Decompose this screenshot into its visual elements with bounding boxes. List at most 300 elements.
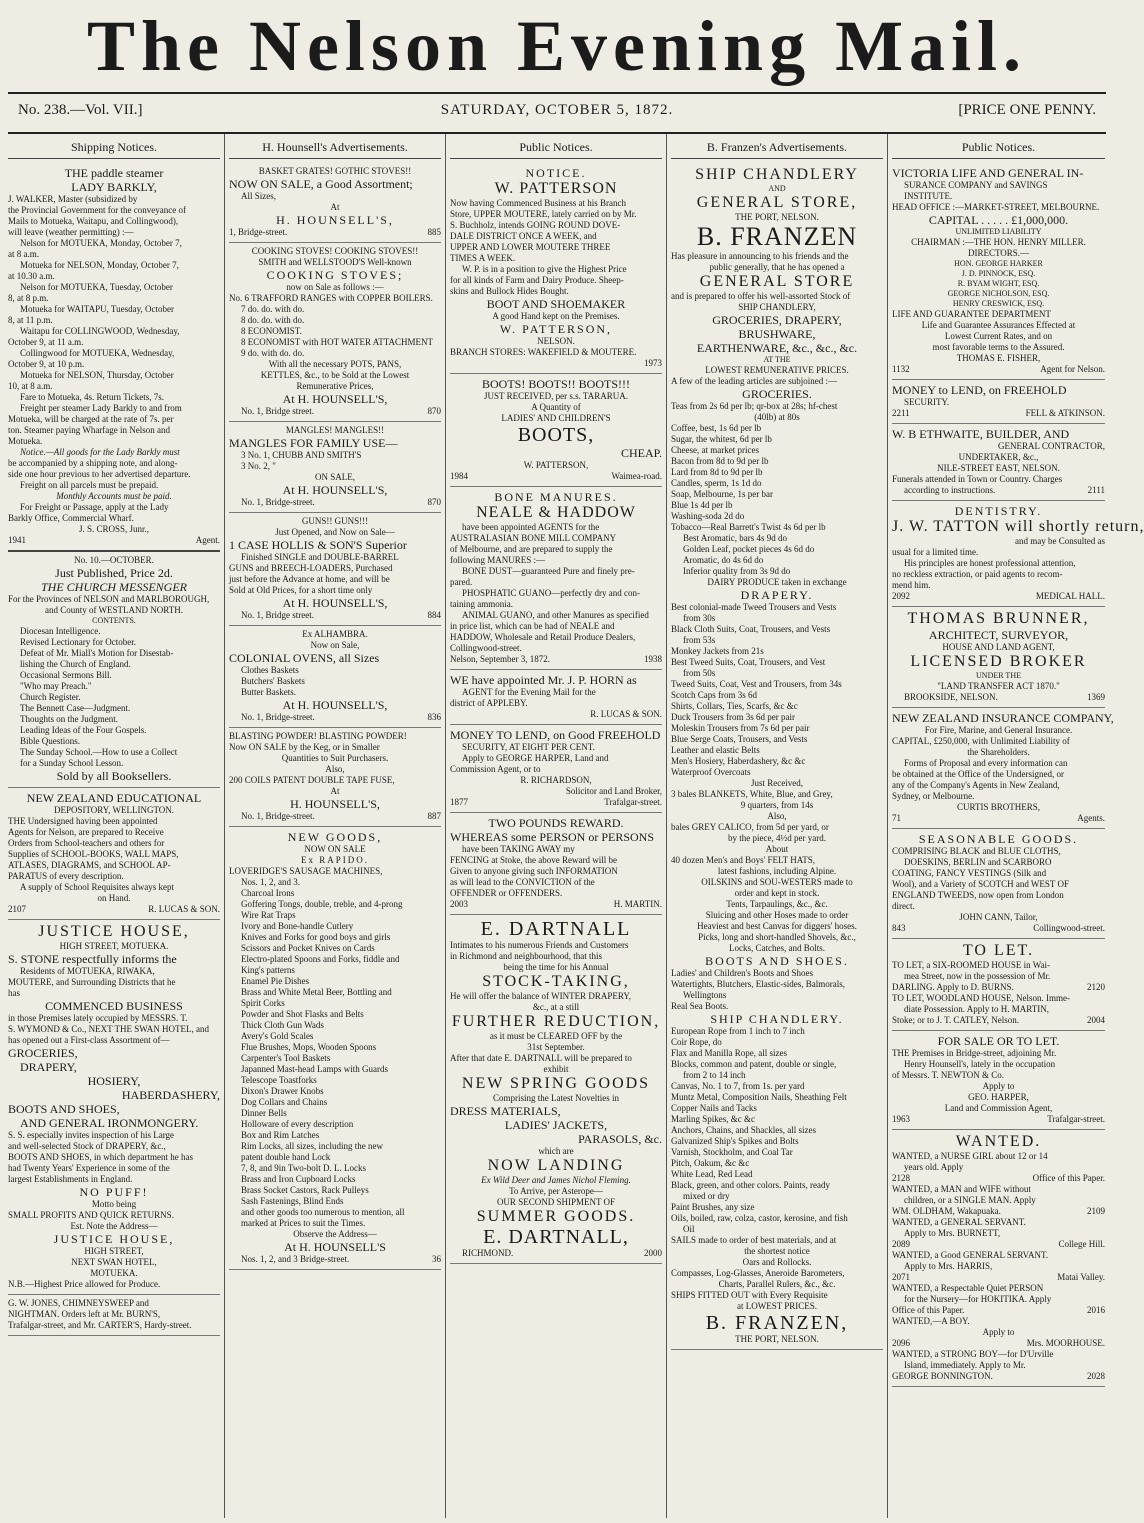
- ad-line: THOMAS BRUNNER,: [907, 610, 1090, 627]
- ad-line: Motueka, will be charged at the rate of 7s. per: [8, 414, 174, 424]
- ad-line: CHEAP.: [620, 446, 662, 460]
- ad-line: Also,: [325, 764, 345, 774]
- ad-line: PARATUS of every description.: [8, 871, 124, 881]
- ad-line: Men's Hosiery, Haberdashery, &c &c: [671, 756, 806, 766]
- ad-line: Freight on all parcels must be prepaid.: [20, 480, 159, 490]
- ad-line: Shirts, Collars, Ties, Scarfs, &c &c: [671, 701, 798, 711]
- ad-line: LOWEST REMUNERATIVE PRICES.: [705, 365, 849, 375]
- ad-line: 8 do. do. with do.: [241, 315, 305, 325]
- ad-line: children, or a SINGLE MAN. Apply: [904, 1195, 1036, 1205]
- ad-line: TO LET, a SIX-ROOMED HOUSE in Wai-: [892, 960, 1051, 970]
- ad-line: PARASOLS, &c.: [578, 1132, 662, 1146]
- ad-address: Trafalgar-street.: [604, 797, 662, 807]
- ad-line: Occasional Sermons Bill.: [20, 670, 112, 680]
- ad-line: as will lead to the CONVICTION of the: [450, 877, 595, 887]
- ad-number: 2003: [450, 899, 468, 909]
- ad-line: CAPITAL, £250,000, with Unlimited Liability of: [892, 736, 1070, 746]
- ad-line: public generally, that he has opened a: [709, 262, 845, 272]
- ad-line: A few of the leading articles are subjoined :—: [671, 376, 837, 386]
- ad-line: and may be Consulted as: [1015, 536, 1105, 546]
- ad-line: Now ON SALE by the Keg, or in Smaller: [229, 742, 380, 752]
- ad-nz-insurance: [892, 708, 1114, 829]
- ad-line: Monthly Accounts must be paid.: [56, 491, 172, 501]
- ad-line: All Sizes,: [241, 191, 276, 201]
- ad-line: Motueka.: [8, 436, 43, 446]
- ad-line: "LAND TRANSFER ACT 1870.": [937, 681, 1060, 691]
- ad-line: have been appointed AGENTS for the: [462, 522, 600, 532]
- ad-line: At H. HOUNSELL'S,: [282, 596, 388, 610]
- ad-line: Heaviest and best Canvas for diggers' hoses.: [697, 921, 857, 931]
- ad-line: King's patterns: [241, 965, 295, 975]
- ad-number: 1369: [1087, 692, 1105, 702]
- ad-line: Sluicing and other Hoses made to order: [705, 910, 849, 920]
- ad-line: A supply of School Requisites always kept: [20, 882, 174, 892]
- ad-wanted: [892, 1130, 1105, 1387]
- ad-line: ARCHITECT, SURVEYOR,: [928, 628, 1069, 642]
- ad-line: exhibit: [543, 1064, 569, 1074]
- ad-line: Goffering Tongs, double, treble, and 4-prong: [241, 899, 403, 909]
- ad-line: E. DARTNALL: [480, 918, 632, 940]
- column-heading: Public Notices.: [892, 140, 1105, 159]
- ad-line: BOOT AND SHOEMAKER: [486, 297, 626, 311]
- ad-line: OFFENDER or OFFENDERS.: [450, 888, 563, 898]
- ad-line: HIGH STREET, MOTUEKA.: [59, 941, 169, 951]
- ad-number: 36: [432, 1254, 441, 1264]
- ad-line: the Shareholders.: [967, 747, 1030, 757]
- ad-justice-house: [8, 920, 220, 1295]
- ad-line: EARTHENWARE, &c., &c., &c.: [696, 341, 858, 355]
- ad-line: LADY BARKLY,: [71, 180, 157, 194]
- ad-line: His principles are honest professional attention,: [904, 558, 1076, 568]
- ad-line: GUNS and BREECH-LOADERS, Purchased: [229, 563, 393, 573]
- ad-line: Golden Leaf, pocket pieces 4s 6d do: [683, 544, 815, 554]
- ad-line: Land and Commission Agent,: [944, 1103, 1053, 1113]
- ad-line: MOUTERE, and Surrounding Districts that he: [8, 977, 176, 987]
- ad-line: THE Premises in Bridge-street, adjoining Mr.: [892, 1048, 1057, 1058]
- ad-line: taining ammonia.: [450, 599, 513, 609]
- ad-line: Spirit Corks: [241, 998, 285, 1008]
- ad-line: Flue Brushes, Mops, Wooden Spoons: [241, 1042, 377, 1052]
- ad-line: LOVERIDGE'S SAUSAGE MACHINES,: [229, 866, 383, 876]
- ad-line: H. HOUNSELL'S,: [276, 213, 394, 227]
- ad-line: 31st September.: [527, 1042, 585, 1052]
- column-heading: Shipping Notices.: [8, 140, 220, 159]
- ad-line: Box and Rim Latches: [241, 1130, 320, 1140]
- ad-line: Locks, Catches, and Bolts.: [729, 943, 825, 953]
- ad-line: E. DARTNALL,: [483, 1226, 629, 1248]
- ad-line: Nos. 1, 2, and 3.: [241, 877, 300, 887]
- masthead: [0, 0, 1114, 92]
- ad-line: NELSON.: [537, 336, 575, 346]
- ad-line: GROCERIES,: [8, 1046, 78, 1060]
- ad-line: Scotch Caps from 3s 6d: [671, 690, 757, 700]
- ad-line: FENCING at Stoke, the above Reward will be: [450, 855, 617, 865]
- ad-line: AND GENERAL IRONMONGERY.: [20, 1116, 199, 1130]
- ad-line: SHIP CHANDLERY,: [738, 302, 816, 312]
- ad-line: Est. Note the Address—: [70, 1221, 158, 1231]
- ad-line: GROCERIES, DRAPERY,: [712, 313, 842, 327]
- ad-line: THE CHURCH MESSENGER: [41, 580, 187, 594]
- ad-line: R. LUCAS & SON.: [590, 709, 662, 719]
- ad-line: Diocesan Intelligence.: [20, 626, 101, 636]
- ad-line: LICENSED BROKER: [910, 653, 1087, 670]
- ad-line: HADDOW, Wholesale and Retail Produce Dealers,: [450, 632, 636, 642]
- ad-line: Ladies' and Children's Boots and Shoes: [671, 968, 813, 978]
- ad-line: No. 6 TRAFFORD RANGES with COPPER BOILERS.: [229, 293, 433, 303]
- ad-line: DIRECTORS.—: [967, 248, 1030, 258]
- ad-line: TO LET.: [962, 942, 1035, 959]
- ad-line: Blocks, common and patent, double or single,: [671, 1059, 837, 1069]
- ad-address: BROOKSIDE, NELSON.: [904, 692, 998, 702]
- ad-line: BOOTS AND SHOES,: [8, 1102, 120, 1116]
- ad-line: KETTLES, &c., to be Sold at the Lowest: [260, 370, 410, 380]
- ad-line: Given to anyone giving such INFORMATION: [450, 866, 618, 876]
- ad-line: Orders from School-teachers and others for: [8, 838, 165, 848]
- ad-line: ton. Steamer paying Wharfage in Nelson and: [8, 425, 171, 435]
- ad-line: Just Published, Price 2d.: [55, 566, 173, 580]
- ad-address: No. 1, Bridge-street.: [241, 497, 315, 507]
- ad-line: A Quantity of: [531, 402, 581, 412]
- ad-line: UNLIMITED LIABILITY: [955, 227, 1042, 236]
- ad-line: VICTORIA LIFE AND GENERAL IN-: [892, 166, 1084, 180]
- ad-line: J. D. PINNOCK, ESQ.: [961, 269, 1036, 278]
- ad-line: pared.: [450, 577, 473, 587]
- ad-line: W. PATTERSON,: [499, 322, 613, 336]
- ad-line: CURTIS BROTHERS,: [957, 802, 1040, 812]
- ad-victoria-insurance: [892, 163, 1105, 380]
- ad-line: Ex RAPIDO.: [300, 855, 369, 865]
- ad-line: ON SALE,: [315, 472, 355, 482]
- ad-line: No. 10.—OCTOBER.: [74, 555, 154, 565]
- ad-address: Trafalgar-street.: [1047, 1114, 1105, 1124]
- ad-line: and well-selected Stock of DRAPERY, &c.,: [8, 1141, 166, 1151]
- ad-line: SHIP CHANDLERY: [695, 166, 859, 183]
- ad-line: BOOTS AND SHOES.: [705, 954, 849, 968]
- ad-number: 2111: [1087, 485, 1105, 495]
- ad-line: G. W. JONES, CHIMNEYSWEEP and: [8, 1298, 149, 1308]
- ad-line: At H. HOUNSELL'S,: [282, 392, 388, 406]
- ad-line: Scissors and Pocket Knives on Cards: [241, 943, 375, 953]
- ad-mangles: [229, 422, 441, 513]
- ad-line: Also,: [767, 811, 787, 821]
- ad-line: THOMAS E. FISHER,: [956, 353, 1041, 363]
- ad-line: The Sunday School.—How to use a Collect: [20, 747, 178, 757]
- ad-line: MOTUEKA.: [90, 1268, 138, 1278]
- ad-seasonable-goods: [892, 829, 1105, 939]
- ad-line: Apply to: [982, 1081, 1015, 1091]
- ad-line: HEAD OFFICE :—MARKET-STREET, MELBOURNE.: [892, 202, 1100, 212]
- ad-line: INSTITUTE.: [904, 191, 953, 201]
- ad-line: Candles, sperm, 1s 1d do: [671, 478, 762, 488]
- ad-line: NEW GOODS,: [287, 830, 383, 844]
- ad-number: 2096: [892, 1338, 910, 1348]
- ad-line: of Messrs. T. NEWTON & Co.: [892, 1070, 1004, 1080]
- ad-line: Carpenter's Tool Baskets: [241, 1053, 331, 1063]
- ad-line: NOW ON SALE: [304, 844, 366, 854]
- ad-line: no reckless extraction, or paid agents to recom-: [892, 569, 1063, 579]
- ad-line: SAILS made to order of best materials, and at: [671, 1235, 837, 1245]
- ad-line: Forms of Proposal and every information can: [904, 758, 1068, 768]
- ad-line: which are: [538, 1146, 574, 1156]
- ad-number: 887: [427, 811, 441, 821]
- ad-line: Apply to GEORGE HARPER, Land and: [462, 753, 609, 763]
- ad-line: Washing-soda 2d do: [671, 511, 745, 521]
- ad-line: lishing the Church of England.: [20, 659, 131, 669]
- ad-line: in Richmond and neighbourhood, that this: [450, 951, 602, 961]
- ad-line: Muntz Metal, Composition Nails, Sheathing Felt: [671, 1092, 847, 1102]
- ad-line: CONTENTS.: [92, 616, 136, 625]
- ad-line: HENRY CRESWICK, ESQ.: [952, 299, 1045, 308]
- ad-line: AUSTRALASIAN BONE MILL COMPANY: [450, 533, 617, 543]
- ad-line: 8, at 8 p.m.: [8, 293, 49, 303]
- ad-number: 2107: [8, 904, 26, 914]
- ad-line: Office of this Paper.: [1032, 1173, 1105, 1183]
- ad-line: COMMENCED BUSINESS: [45, 999, 183, 1013]
- ad-line: PHOSPHATIC GUANO—perfectly dry and con-: [462, 588, 640, 598]
- ad-line: Best Aromatic, bars 4s 9d do: [683, 533, 787, 543]
- ad-line: 7 do. do. with do.: [241, 304, 305, 314]
- ad-line: Galvanized Ship's Spikes and Bolts: [671, 1136, 799, 1146]
- ad-signature: R. LUCAS & SON.: [148, 904, 220, 914]
- ad-line: ANIMAL GUANO, and other Manures as specified: [462, 610, 649, 620]
- column-public-notices-2: [888, 134, 1144, 1518]
- ad-line: COATING, FANCY VESTINGS (Silk and: [892, 868, 1047, 878]
- ad-line: Rim Locks, all sizes, including the new: [241, 1141, 383, 1151]
- ad-line: THE Undersigned having been appointed: [8, 816, 158, 826]
- ad-line: DRAPERY.: [740, 588, 814, 602]
- ad-number: 2109: [1087, 1206, 1105, 1216]
- ad-line: Duck Trousers from 3s 6d per pair: [671, 712, 795, 722]
- ad-line: following MANURES :—: [450, 555, 546, 565]
- ad-line: has opened out a First-class Assortment of—: [8, 1035, 170, 1045]
- ad-line: Copper Nails and Tacks: [671, 1103, 757, 1113]
- ad-line: and is prepared to offer his well-assorted Stock of: [671, 291, 851, 301]
- ad-lady-barkly: [8, 163, 220, 552]
- ad-line: at 8 a.m.: [8, 249, 39, 259]
- ad-line: OILSKINS and SOU-WESTERS made to: [701, 877, 853, 887]
- ad-line: WE have appointed Mr. J. P. HORN as: [450, 673, 637, 687]
- ad-line: Store, UPPER MOUTERE, lately carried on by Mr.: [450, 209, 637, 219]
- ad-line: Coir Rope, do: [671, 1037, 722, 1047]
- ad-line: as it must be CLEARED OFF by the: [489, 1031, 623, 1041]
- ad-line: WANTED, a Good GENERAL SERVANT.: [892, 1250, 1049, 1260]
- ad-line: Agents for Nelson, are prepared to Receive: [8, 827, 164, 837]
- column-heading: B. Franzen's Advertisements.: [671, 140, 883, 159]
- ad-line: Nelson for MOTUEKA, Tuesday, October: [20, 282, 173, 292]
- ad-line: Clothes Baskets: [241, 665, 299, 675]
- ad-line: WANTED, a Respectable Quiet PERSON: [892, 1283, 1044, 1293]
- ad-line: Commission Agent, or to: [450, 764, 541, 774]
- ad-line: October 9, at 10 p.m.: [8, 359, 85, 369]
- ad-line: COLONIAL OVENS, all Sizes: [229, 651, 380, 665]
- ad-address: RICHMOND.: [462, 1248, 514, 1258]
- ad-line: HON. GEORGE HARKER: [954, 259, 1043, 268]
- ad-line: by the piece, 4½d per yard.: [728, 833, 826, 843]
- ad-line: October 9, at 11 a.m.: [8, 337, 84, 347]
- ad-line: COMPRISING BLACK and BLUE CLOTHS,: [892, 846, 1061, 856]
- ad-line: With all the necessary POTS, PANS,: [268, 359, 402, 369]
- ad-cooking-stoves: [229, 243, 441, 422]
- ad-line: DAIRY PRODUCE taken in exchange: [707, 577, 847, 587]
- ad-line: 9 do. with do. do.: [241, 348, 305, 358]
- ad-line: Intimates to his numerous Friends and Customers: [450, 940, 629, 950]
- ad-line: DARLING. Apply to D. BURNS.: [892, 982, 1014, 992]
- ad-line: 8, at 11 p.m.: [8, 315, 53, 325]
- ad-line: being the time for his Annual: [503, 962, 609, 972]
- ad-line: Bible Questions.: [20, 736, 80, 746]
- ad-line: BRUSHWARE,: [738, 327, 816, 341]
- ad-line: At H. HOUNSELL'S: [284, 1240, 386, 1254]
- ad-line: DRESS MATERIALS,: [450, 1104, 561, 1118]
- ad-patterson-notice: [450, 163, 662, 374]
- ad-line: UNDER THE: [976, 671, 1021, 680]
- ad-line: and other goods too numerous to mention, all: [241, 1207, 405, 1217]
- ad-line: GENERAL STORE,: [696, 194, 858, 211]
- ad-line: Powder and Shot Flasks and Belts: [241, 1009, 364, 1019]
- ad-line: GROCERIES.: [742, 387, 812, 401]
- ad-address: Collingwood-street.: [1033, 923, 1105, 933]
- ad-line: Oil: [683, 1224, 695, 1234]
- ad-line: Sugar, the whitest, 6d per lb: [671, 434, 772, 444]
- ad-line: MANGLES FOR FAMILY USE—: [229, 436, 398, 450]
- ad-line: For Freight or Passage, apply at the Lady: [20, 502, 169, 512]
- ad-line: 200 COILS PATENT DOUBLE TAPE FUSE,: [229, 775, 395, 785]
- ad-line: Leading Ideas of the Four Gospels.: [20, 725, 147, 735]
- ad-line: BASKET GRATES! GOTHIC STOVES!!: [258, 166, 412, 176]
- ad-line: Island, immediately. Apply to Mr.: [904, 1360, 1026, 1370]
- ad-educational-depository: [8, 788, 220, 920]
- ad-number: 2016: [1087, 1305, 1105, 1315]
- ad-line: CHAIRMAN :—THE HON. HENRY MILLER.: [911, 237, 1086, 247]
- ad-line: Barkly Office, Commercial Wharf.: [8, 513, 134, 523]
- ad-blasting-powder: [229, 728, 441, 827]
- ad-line: Sold at Old Prices, for a short time only: [229, 585, 373, 595]
- ad-for-sale-or-let: [892, 1031, 1105, 1130]
- ad-bethwaite-builder: [892, 424, 1105, 501]
- ad-line: Tweed Suits, Coat, Vest and Trousers, from 34s: [671, 679, 842, 689]
- ad-line: Ex Wild Deer and James Nichol Fleming.: [481, 1175, 631, 1185]
- ad-line: White Lead, Red Lead: [671, 1169, 753, 1179]
- ad-line: Moleskin Trousers from 7s 6d per pair: [671, 723, 810, 733]
- ad-date: Nelson, September 3, 1872.: [450, 654, 550, 664]
- ad-line: SURANCE COMPANY and SAVINGS: [904, 180, 1048, 190]
- ad-line: Cheese, at market prices: [671, 445, 759, 455]
- ad-line: be obtained at the Office of the Undersigned, or: [892, 769, 1065, 779]
- ad-line: Charcoal Irons: [241, 888, 295, 898]
- ad-line: Blue 1s 4d per lb: [671, 500, 733, 510]
- ad-number: 1877: [450, 797, 468, 807]
- ad-line: in those Premises lately occupied by MESSRS. T.: [8, 1013, 188, 1023]
- ad-line: MONEY to LEND, on FREEHOLD: [892, 383, 1067, 397]
- ad-line: Motueka for WAITAPU, Tuesday, October: [20, 304, 175, 314]
- ad-line: Real Sea Boots.: [671, 1001, 729, 1011]
- ad-line: Butter Baskets.: [241, 687, 296, 697]
- ad-number: 2071: [892, 1272, 910, 1282]
- ad-line: bales GREY CALICO, from 5d per yard, or: [671, 822, 829, 832]
- ad-line: BOOTS,: [517, 424, 595, 446]
- ad-line: NILE-STREET EAST, NELSON.: [937, 463, 1060, 473]
- ad-line: Marling Spikes, &c &c: [671, 1114, 755, 1124]
- ad-line: Compasses, Log-Glasses, Aneroide Barometers,: [671, 1268, 845, 1278]
- ad-two-pounds-reward: [450, 813, 662, 915]
- ad-line: now on Sale as follows :—: [286, 282, 384, 292]
- ad-line: THE paddle steamer: [64, 166, 164, 180]
- ad-line: After that date E. DARTNALL will be prepared to: [450, 1053, 632, 1063]
- ad-line: ENGLAND TWEEDS, now open from London: [892, 890, 1064, 900]
- ad-dentistry: [892, 501, 1144, 607]
- ad-line: Charts, Parallel Rulers, &c., &c.: [718, 1279, 836, 1289]
- ad-line: Flax and Manilla Rope, all sizes: [671, 1048, 787, 1058]
- ad-line: Ivory and Bone-handle Cutlery: [241, 921, 354, 931]
- ad-line: Remunerative Prices,: [296, 381, 374, 391]
- ad-line: mend him.: [892, 580, 931, 590]
- ad-line: HOUSE AND LAND AGENT,: [942, 642, 1055, 652]
- ad-line: About: [765, 844, 789, 854]
- ad-line: 3 No. 1, CHUBB AND SMITH'S: [241, 450, 362, 460]
- ad-line: LIFE AND GUARANTEE DEPARTMENT: [892, 309, 1051, 319]
- ad-number: 843: [892, 923, 906, 933]
- ad-line: WANTED.: [955, 1133, 1042, 1150]
- ad-line: A good Hand kept on the Premises.: [492, 311, 620, 321]
- ad-new-goods: [229, 827, 441, 1270]
- ad-number: 2004: [1087, 1015, 1105, 1025]
- ad-line: HOSIERY,: [87, 1074, 141, 1088]
- ad-line: AND: [768, 184, 786, 193]
- ad-number: 1938: [644, 654, 662, 664]
- ad-line: marked at Prices to suit the Times.: [241, 1218, 366, 1228]
- ad-line: WANTED, a STRONG BOY—for D'Urville: [892, 1349, 1054, 1359]
- ad-line: (40lb) at 80s: [754, 412, 800, 422]
- ad-line: NEXT SWAN HOTEL,: [71, 1257, 157, 1267]
- ad-line: FURTHER REDUCTION,: [451, 1013, 661, 1030]
- column-public-notices: [446, 134, 667, 1518]
- ad-line: direct.: [892, 901, 915, 911]
- ad-line: BOOTS! BOOTS!! BOOTS!!!: [482, 377, 630, 391]
- ad-line: Revised Lectionary for October.: [20, 637, 136, 647]
- ad-line: 8 ECONOMIST with HOT WATER ATTACHMENT: [241, 337, 434, 347]
- ad-line: GENERAL STORE: [699, 273, 855, 290]
- ad-line: WANTED, a NURSE GIRL about 12 or 14: [892, 1151, 1048, 1161]
- ad-line: Lowest Current Rates, and on: [944, 331, 1053, 341]
- ad-line: Best colonial-made Tweed Trousers and Vests: [671, 602, 837, 612]
- ad-line: Teas from 2s 6d per lb; qr-box at 28s; hf-chest: [671, 401, 838, 411]
- ad-line: At H. HOUNSELL'S,: [282, 483, 388, 497]
- ad-line: Holloware of every description: [241, 1119, 354, 1129]
- issue-date: SATURDAY, OCTOBER 5, 1872.: [440, 102, 674, 118]
- ad-line: He will offer the balance of WINTER DRAPERY,: [450, 991, 631, 1001]
- ad-line: Pitch, Oakum, &c &c: [671, 1158, 750, 1168]
- ad-address: No. 1, Bridge street.: [241, 610, 314, 620]
- ad-number: 885: [427, 227, 441, 237]
- ad-line: GENERAL CONTRACTOR,: [997, 441, 1105, 451]
- ad-line: SHIP CHANDLERY.: [710, 1012, 844, 1026]
- ad-line: Church Register.: [20, 692, 81, 702]
- ad-number: 2120: [1087, 982, 1105, 992]
- ad-number: 71: [892, 813, 901, 823]
- ad-line: Matai Valley.: [1057, 1272, 1105, 1282]
- ad-line: 8 ECONOMIST.: [241, 326, 302, 336]
- ad-line: mixed or dry: [683, 1191, 730, 1201]
- ad-line: SUMMER GOODS.: [476, 1208, 636, 1225]
- ad-line: Oars and Rollocks.: [742, 1257, 812, 1267]
- ad-line: HABERDASHERY,: [121, 1088, 220, 1102]
- ad-line: the shortest notice: [744, 1246, 810, 1256]
- ad-line: At H. HOUNSELL'S,: [282, 698, 388, 712]
- ad-line: Bacon from 8d to 9d per lb: [671, 456, 769, 466]
- ad-number: 1941: [8, 535, 26, 545]
- price: [PRICE ONE PENNY.: [958, 102, 1096, 118]
- ad-line: Butchers' Baskets: [241, 676, 305, 686]
